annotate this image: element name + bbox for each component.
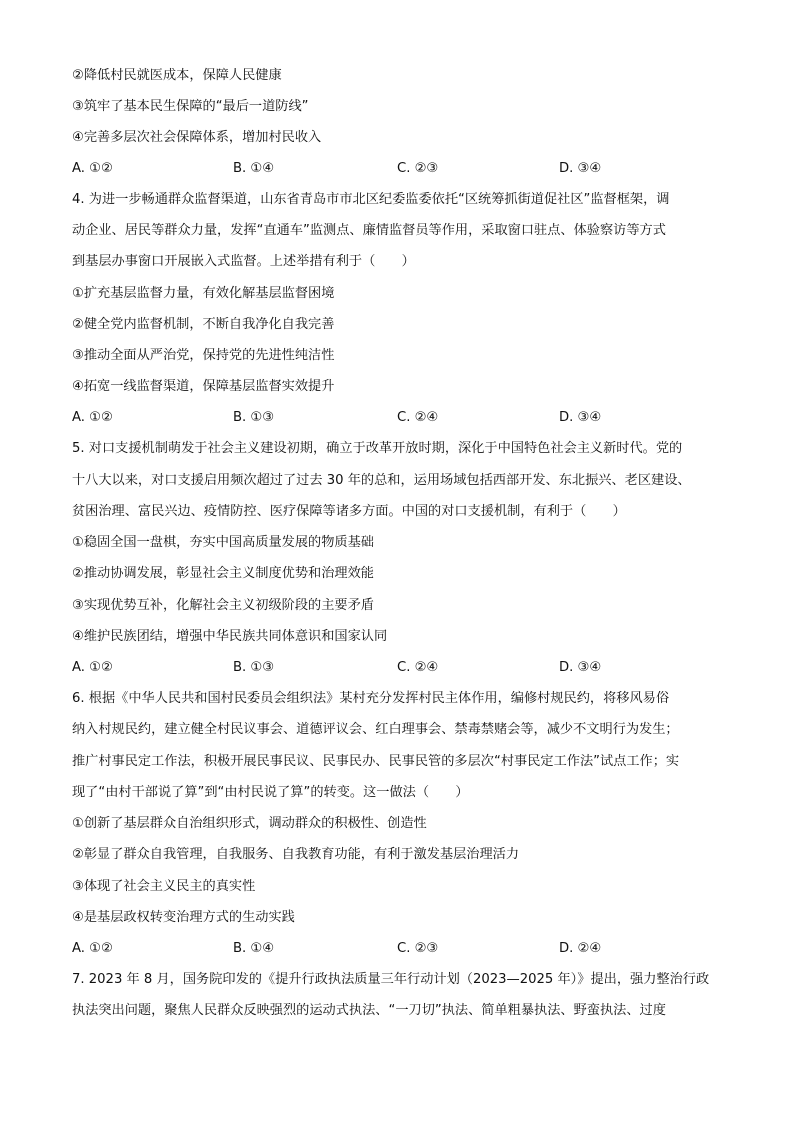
q5-item-4: ④维护民族团结，增强中华民族共同体意识和国家认同: [72, 629, 388, 644]
q6-option-a[interactable]: A. ①②: [72, 941, 113, 956]
q4-item-4: ④拓宽一线监督渠道，保障基层监督实效提升: [72, 379, 335, 394]
q3-option-b[interactable]: B. ①④: [233, 161, 275, 176]
q5-item-1: ①稳固全国一盘棋，夯实中国高质量发展的物质基础: [72, 535, 374, 550]
q7-stem-line-2: 执法突出问题，聚焦人民群众反映强烈的运动式执法、“一刀切”执法、简单粗暴执法、野蛮执法、过度: [72, 1003, 666, 1018]
q6-item-3: ③体现了社会主义民主的真实性: [72, 879, 256, 894]
q6-item-4: ④是基层政权转变治理方式的生动实践: [72, 910, 295, 925]
q5-stem-line-1: 5. 对口支援机制萌发于社会主义建设初期，确立于改革开放时期，深化于中国特色社会主义新时代。党的: [72, 441, 683, 456]
q3-options: [72, 159, 732, 179]
q5-option-a[interactable]: A. ①②: [72, 660, 113, 675]
q5-option-b[interactable]: B. ①③: [233, 660, 275, 675]
q4-option-c[interactable]: C. ②④: [397, 410, 439, 425]
q4-item-2: ②健全党内监督机制，不断自我净化自我完善: [72, 317, 335, 332]
q4-options: [72, 408, 732, 428]
q5-stem-line-2: 十八大以来，对口支援启用频次超过了过去 30 年的总和，运用场域包括西部开发、东北振兴、老区建设、: [72, 473, 691, 488]
q5-options: [72, 658, 732, 678]
q5-option-d[interactable]: D. ③④: [559, 660, 602, 675]
q4-item-3: ③推动全面从严治党，保持党的先进性纯洁性: [72, 348, 335, 363]
q3-item-4: ④完善多层次社会保障体系，增加村民收入: [72, 130, 322, 145]
q6-option-d[interactable]: D. ②④: [559, 941, 602, 956]
q5-item-3: ③实现优势互补，化解社会主义初级阶段的主要矛盾: [72, 598, 374, 613]
q4-stem-line-3: 到基层办事窗口开展嵌入式监督。上述举措有利于（ ）: [72, 254, 415, 269]
q3-item-3: ③筑牢了基本民生保障的“最后一道防线”: [72, 99, 309, 114]
q3-option-d[interactable]: D. ③④: [559, 161, 602, 176]
q4-stem-line-2: 动企业、居民等群众力量，发挥“直通车”监测点、廉情监督员等作用，采取窗口驻点、体验察访等方式: [72, 223, 666, 238]
q6-stem-line-1: 6. 根据《中华人民共和国村民委员会组织法》某村充分发挥村民主体作用，编修村规民约，将移风易俗: [72, 691, 670, 706]
q4-stem-line-1: 4. 为进一步畅通群众监督渠道，山东省青岛市市北区纪委监委依托“区统筹抓街道促社区”监督框架，调: [72, 192, 670, 207]
q5-option-c[interactable]: C. ②④: [397, 660, 439, 675]
q3-option-a[interactable]: A. ①②: [72, 161, 113, 176]
q6-stem-line-4: 现了“由村干部说了算”到“由村民说了算”的转变。这一做法（ ）: [72, 785, 469, 800]
q6-item-2: ②彰显了群众自我管理，自我服务、自我教育功能，有利于激发基层治理活力: [72, 847, 520, 862]
q7-stem-line-1: 7. 2023 年 8 月，国务院印发的《提升行政执法质量三年行动计划（2023—2025 年）》提出，强力整治行政: [72, 972, 710, 987]
q4-option-a[interactable]: A. ①②: [72, 410, 113, 425]
q5-stem-line-3: 贫困治理、富民兴边、疫情防控、医疗保障等诸多方面。中国的对口支援机制，有利于（ ）: [72, 504, 626, 519]
q4-item-1: ①扩充基层监督力量，有效化解基层监督困境: [72, 286, 335, 301]
q6-stem-line-2: 纳入村规民约，建立健全村民议事会、道德评议会、红白理事会、禁毒禁赌会等，减少不文明行为发生；: [72, 722, 679, 737]
q6-option-c[interactable]: C. ②③: [397, 941, 439, 956]
q6-stem-line-3: 推广村事民定工作法，积极开展民事民议、民事民办、民事民管的多层次“村事民定工作法”试点工作；实: [72, 754, 680, 769]
q3-item-2: ②降低村民就医成本，保障人民健康: [72, 68, 282, 83]
q6-options: [72, 939, 732, 959]
q6-item-1: ①创新了基层群众自治组织形式，调动群众的积极性、创造性: [72, 816, 427, 831]
q4-option-b[interactable]: B. ①③: [233, 410, 275, 425]
q6-option-b[interactable]: B. ①④: [233, 941, 275, 956]
q4-option-d[interactable]: D. ③④: [559, 410, 602, 425]
q5-item-2: ②推动协调发展，彰显社会主义制度优势和治理效能: [72, 566, 374, 581]
q3-option-c[interactable]: C. ②③: [397, 161, 439, 176]
